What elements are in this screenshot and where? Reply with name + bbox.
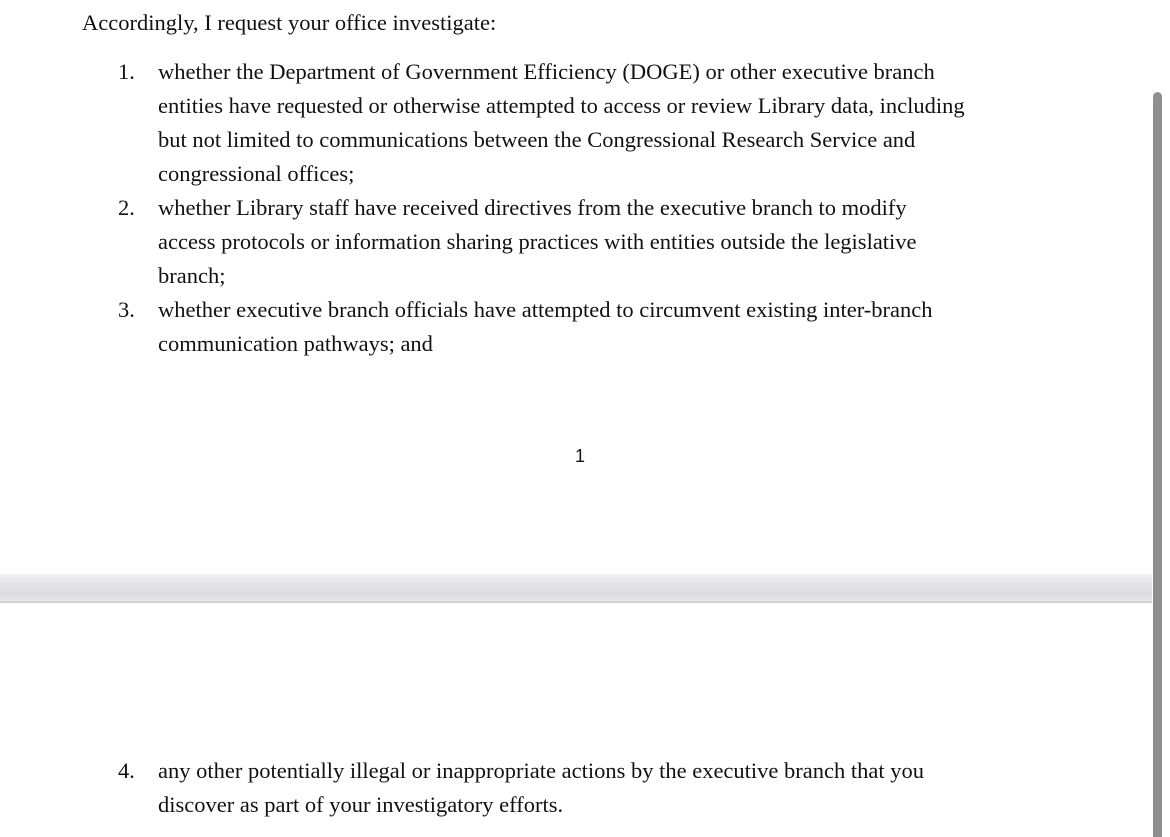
document-page-2 [0, 603, 1152, 837]
list-item-line: access protocols or information sharing practices with entities outside the legislative [158, 229, 917, 254]
list-item-line: communication pathways; and [158, 331, 433, 356]
list-item-line: whether Library staff have received directives from the executive branch to modify [158, 195, 907, 220]
list-item-line: congressional offices; [158, 161, 355, 186]
list-item-text [158, 55, 1098, 191]
list-item-line: branch; [158, 263, 226, 288]
intro-paragraph: Accordingly, I request your office investigate: [82, 10, 497, 35]
list-item-number: 1. [118, 59, 135, 84]
list-item-line: whether the Department of Government Efficiency (DOGE) or other executive branch [158, 59, 935, 84]
list-item-text [158, 293, 1098, 361]
list-item-text [158, 191, 1098, 293]
list-item-number: 3. [118, 297, 135, 322]
list-item-line: discover as part of your investigatory efforts. [158, 792, 564, 817]
list-item-text [158, 754, 1098, 822]
list-item-line: but not limited to communications between the Congressional Research Service and [158, 127, 916, 152]
list-item-line: entities have requested or otherwise attempted to access or review Library data, including [158, 93, 965, 118]
page-number: 1 [574, 446, 585, 466]
page-break [0, 574, 1170, 603]
list-item-line: whether executive branch officials have attempted to circumvent existing inter-branch [158, 297, 933, 322]
list-item-number: 2. [118, 195, 135, 220]
list-item-line: any other potentially illegal or inappropriate actions by the executive branch that you [158, 758, 924, 783]
scrollbar-thumb[interactable] [1153, 92, 1162, 837]
list-item-number: 4. [118, 758, 135, 783]
